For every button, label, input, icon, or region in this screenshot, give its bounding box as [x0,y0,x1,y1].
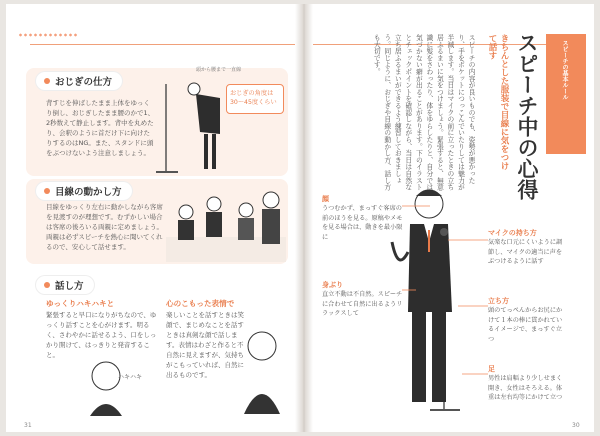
chapter-tab-text: スピーチの基本ルール [561,40,568,100]
leader-lines [402,194,492,394]
label-mic-text: 気楽な口元にくいように調節し、マイクの適当に声をぶつけるように話す [488,239,563,266]
page-number-right: 30 [572,422,580,429]
lead-heading: きちんとした服装で目線に気をつけて話す [487,34,509,170]
body-expression: 楽しいことを話すときは笑顔で、まじめなことを話すときは真剣な顔で話します。表情はわざと作ると不自然に見えますが、気持ちがこもっていれば、自然に出るものです。 [166,311,244,380]
heading-gaze [36,182,132,200]
bullet-icon [44,282,50,288]
bow-angle-callout: おじぎの角度は30〜45度くらい [226,84,284,114]
label-stance-head: 立ち方 [488,297,509,305]
page-title: スピーチ中の心得 [515,32,539,200]
bullet-icon [44,188,50,194]
heading-bow-text: おじぎの仕方 [55,77,113,88]
label-feet-head: 足 [488,365,495,373]
sub-expression: 心のこもった表情で [166,299,235,308]
bow-illustration [156,64,226,174]
heading-bow [36,72,122,90]
heading-gaze-text: 目線の動かし方 [55,187,122,198]
smiling-speaker-illustration [238,324,288,414]
bullet-icon [44,78,50,84]
body-slow: 緊張すると早口になりがちなので、ゆっくり話すことを心がけます。明るく、さわやかに話せるよう、口をしっかり開けて、はっきりと発音すること。 [46,311,157,360]
audience-illustration [166,182,286,262]
speaker-bubble: ハキハキ [118,374,143,381]
label-gesture-head: 身ぶり [322,281,343,289]
label-feet [488,364,566,403]
label-stance [488,296,566,344]
heading-speaking-text: 話し方 [55,281,84,292]
bow-figure-label: 頭から腰まで一直線 [196,67,242,73]
label-face [322,194,404,242]
body-bow: 背すじを伸ばしたまま上体をゆっくり倒し、おじぎしたまま腰のかで1、2秒数えて静止します。背中を丸めたり、会釈のように首だけ下に向けたりするのはNG。また、スタンドに頭をぶつけないよう注意しましょう。 [46,99,155,158]
lead-body: スピーチの内容が良いものでも、姿勢が悪かったり、手をポケットにつっこんでいたりしては魅力が半減します。当日はマイクの前に立ったときの立ち居ふるまいに気をつけましょう。緊張すると、無意識に髪をさわったり、体をゆらしたりと、自分では気づかない癖が出ることがあります。下のイラストとチェックポイントを確認しながら、当日は自然な立ち居ふるまいができるよう練習しておきましょう。同じように、おじぎや目線の動かし方、話し方も大切です。 [372,34,475,191]
label-stance-text: 頭のてっぺんからお尻にかけて１本の棒に貫かれているイメージで、まっすぐ立つ [488,307,563,343]
label-face-head: 顔 [322,195,329,203]
label-face-text: うつむかず、まっすぐ客席の前のほうを見る。原稿やメモを見る場合は、動きを最小限に [322,205,403,241]
label-mic [488,228,566,267]
label-gesture-text: 直立不動は不自然。スピーチに合わせて自然に出るようリラックスして [322,291,403,318]
label-gesture [322,280,404,319]
speaker-face-illustration [86,354,146,416]
dot-ornament [18,32,78,38]
label-feet-text: 男性は肩幅より少しせまく開き、女性はそろえる。体重は左右均等にかけて立つ [488,375,563,402]
book-spread [6,4,594,432]
page-number-left: 31 [24,422,32,429]
chapter-tab [546,34,586,154]
label-mic-head: マイクの持ち方 [488,229,537,237]
sub-slow: ゆっくりハキハキと [46,299,115,308]
heading-speaking [36,276,94,294]
body-gaze: 目線をゆっくり左右に動かしながら客席を見渡すのが理想です。むずかしい場合は客席の後ろいる両親に定めましょう。両親は必ずスピーチを熱心に聞いてくれるので、安心して話せます。 [46,203,163,252]
